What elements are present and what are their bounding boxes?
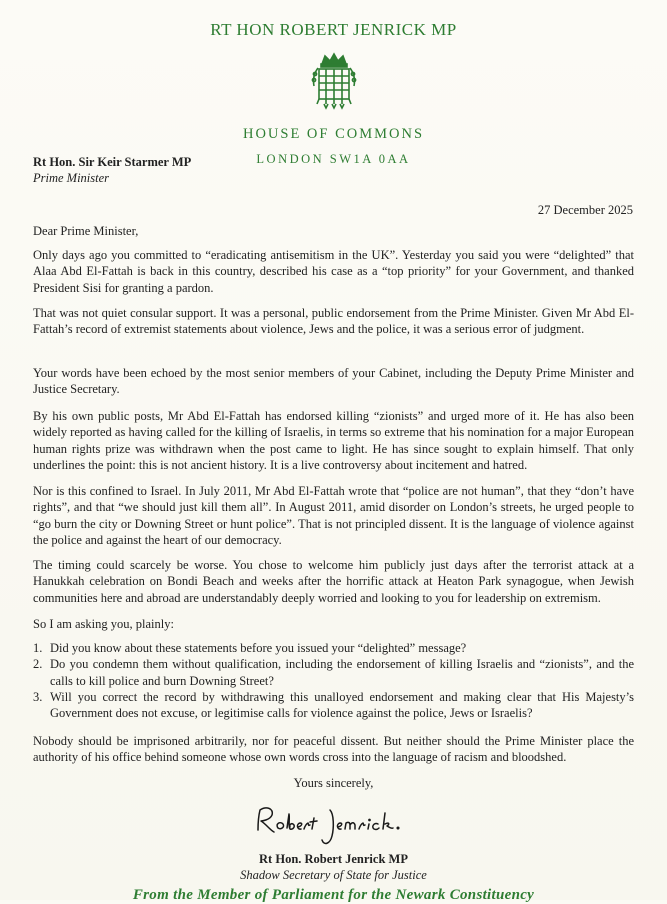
recipient-name: Rt Hon. Sir Keir Starmer MP: [33, 155, 192, 169]
paragraph: Nobody should be imprisoned arbitrarily, nor for peaceful dissent. But neither should the Prime Minister place the authority of his office behind someone whose own words cross into the language of racism and bloodshed.: [33, 734, 634, 765]
question-number: 2.: [33, 657, 43, 672]
paragraph: So I am asking you, plainly:: [33, 617, 174, 631]
letterhead-address: LONDON SW1A 0AA: [256, 152, 411, 166]
paragraph: The timing could scarcely be worse. You chose to welcome him publicly just days after the terrorist attack at a Hanukkah celebration on Bondi Beach and weeks after the horrific attack at Heaton Park synagogue, when Jewish communities here and abroad are understandably deeply worried and looking to you for leadership on extremism.: [33, 558, 634, 605]
portcullis-icon: [308, 52, 360, 112]
question-number: 1.: [33, 641, 43, 655]
salutation: Dear Prime Minister,: [33, 224, 139, 238]
question-list: [33, 640, 634, 721]
letterhead: [0, 18, 667, 168]
signatory-name: Rt Hon. Robert Jenrick MP: [259, 852, 408, 866]
letterhead-house: HOUSE OF COMMONS: [242, 126, 425, 142]
recipient-block: [33, 154, 191, 186]
letterhead-name: RT HON ROBERT JENRICK MP: [210, 20, 457, 39]
question-text: Will you correct the record by withdrawing this unalloyed endorsement and making clear that His Majesty’s Government does not excuse, or legitimise calls for violence against the police, Jews or Israelis?: [50, 689, 634, 721]
paragraph: Your words have been echoed by the most senior members of your Cabinet, including the Deputy Prime Minister and Justice Secretary.: [33, 366, 634, 397]
recipient-title: Prime Minister: [33, 171, 110, 185]
question-text: Do you condemn them without qualification, including the endorsement of killing Israelis and “zionists”, and the calls to kill police and burn Downing Street?: [50, 657, 634, 688]
question-item: [33, 656, 634, 689]
closing: Yours sincerely,: [293, 776, 374, 790]
question-number: 3.: [33, 689, 43, 704]
paragraph: That was not quiet consular support. It was a personal, public endorsement from the Prime Minister. Given Mr Abd El-Fattah’s record of extremist statements about violence, Jews and the police, it was a serious error of judgment.: [33, 306, 634, 337]
question-text: Did you know about these statements before you issued your “delighted” message?: [50, 641, 467, 655]
paragraph: By his own public posts, Mr Abd El-Fattah has endorsed killing “zionists” and urged more of it. He has also been widely reported as having called for the killing of Israelis, in terms so extreme that his nomination for a major European human rights prize was withdrawn when the post came to light. He has since sought to explain himself. That only underlines the point: this is not ancient history. It is a live controversy about incitement and hatred.: [33, 409, 634, 472]
signatory-title: Shadow Secretary of State for Justice: [240, 868, 427, 882]
letter-date: 27 December 2025: [537, 203, 633, 217]
footer-constituency: From the Member of Parliament for the Newark Constituency: [132, 887, 535, 903]
handwritten-signature: [250, 800, 420, 850]
question-item: [33, 640, 634, 656]
paragraph: Nor is this confined to Israel. In July 2011, Mr Abd El-Fattah wrote that “police are not human”, that they “don’t have rights”, and that “we should just kill them all”. In August 2011, amid disorder on London’s streets, he urged people to “go burn the city or Downing Street or hunt police”. That is not principled dissent. It is the language of violence against the police and against the heart of our democracy.: [33, 484, 634, 547]
question-item: [33, 689, 634, 722]
paragraph: Only days ago you committed to “eradicating antisemitism in the UK”. Yesterday you said you were “delighted” that Alaa Abd El-Fattah is back in this country, described his case as a “top priority” for your Government, and thanked President Sisi for granting a pardon.: [33, 248, 634, 295]
signatory-block: [0, 851, 667, 883]
